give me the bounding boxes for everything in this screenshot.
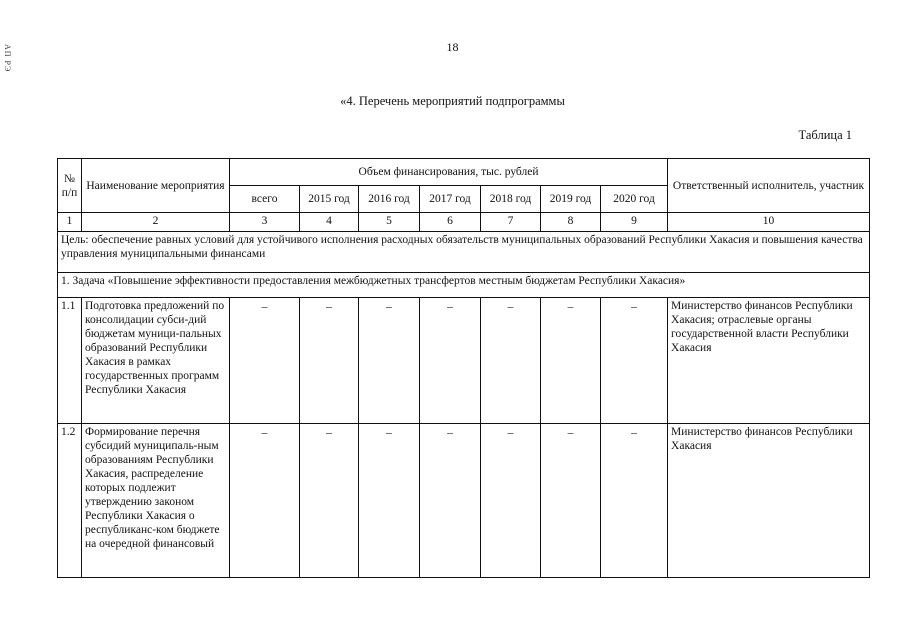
funding-value: –: [420, 424, 481, 578]
executor: Министерство финансов Республики Хакасия: [668, 424, 870, 578]
header-executor: Ответственный исполнитель, участник: [668, 159, 870, 213]
table-row: [58, 424, 870, 578]
margin-mark: АП РЭ: [3, 44, 12, 73]
header-year: всего: [230, 186, 300, 213]
header-year: 2017 год: [420, 186, 481, 213]
document-title: «4. Перечень мероприятий подпрограммы: [340, 94, 565, 108]
column-number: 7: [481, 213, 541, 232]
header-funding: Объем финансирования, тыс. рублей: [230, 159, 668, 186]
table-row: [58, 298, 870, 424]
column-number: 2: [82, 213, 230, 232]
measure-name: Подготовка предложений по консолидации субси-дий бюджетам муници-пальных образований Республики Хакасия в рамках государственных программ Республики Хакасия: [82, 298, 230, 424]
column-number: 10: [668, 213, 870, 232]
funding-value: –: [481, 424, 541, 578]
funding-value: –: [359, 298, 420, 424]
measures-table: [57, 158, 870, 578]
funding-value: –: [230, 424, 300, 578]
header-num: № п/п: [58, 159, 82, 213]
funding-value: –: [300, 424, 359, 578]
task-row: [58, 273, 870, 298]
funding-value: –: [300, 298, 359, 424]
column-number: 5: [359, 213, 420, 232]
column-number: 4: [300, 213, 359, 232]
funding-value: –: [420, 298, 481, 424]
column-number: 9: [601, 213, 668, 232]
funding-value: –: [541, 424, 601, 578]
task-text: 1. Задача «Повышение эффективности предоставления межбюджетных трансфертов местным бюджетам Республики Хакасия»: [58, 273, 870, 298]
page-number: 18: [446, 40, 459, 54]
executor: Министерство финансов Республики Хакасия; отраслевые органы государственной власти Республики Хакасия: [668, 298, 870, 424]
funding-value: –: [541, 298, 601, 424]
header-year: 2016 год: [359, 186, 420, 213]
funding-value: –: [230, 298, 300, 424]
column-number: 6: [420, 213, 481, 232]
header-year: 2018 год: [481, 186, 541, 213]
row-number: 1.1: [58, 298, 82, 424]
measure-name: Формирование перечня субсидий муниципаль-ным образованиям Республики Хакасия, распределение которых подлежит утверждению законом Республики Хакасия о республиканс-ком бюджете на очередной финансовый: [82, 424, 230, 578]
header-name: Наименование мероприятия: [82, 159, 230, 213]
funding-value: –: [601, 424, 668, 578]
column-number-row: [58, 213, 870, 232]
goal-text: Цель: обеспечение равных условий для устойчивого исполнения расходных обязательств муниципальных образований Республики Хакасия и повышения качества управления муниципальными финансами: [58, 232, 870, 273]
column-number: 8: [541, 213, 601, 232]
column-number: 1: [58, 213, 82, 232]
table-label: Таблица 1: [798, 128, 852, 142]
goal-row: [58, 232, 870, 273]
funding-value: –: [481, 298, 541, 424]
header-year: 2015 год: [300, 186, 359, 213]
funding-value: –: [359, 424, 420, 578]
header-year: 2019 год: [541, 186, 601, 213]
header-row-top: [58, 159, 870, 186]
funding-value: –: [601, 298, 668, 424]
column-number: 3: [230, 213, 300, 232]
row-number: 1.2: [58, 424, 82, 578]
header-year: 2020 год: [601, 186, 668, 213]
